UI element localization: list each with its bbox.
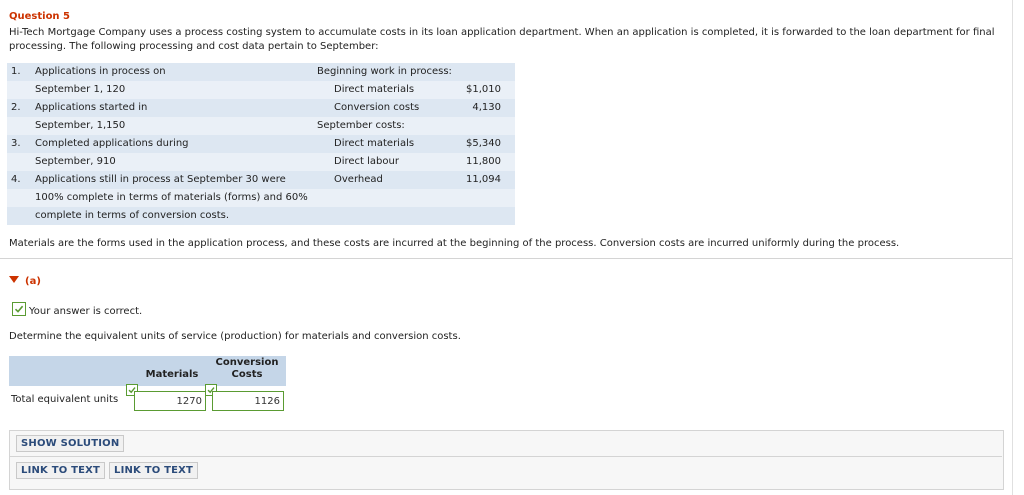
item-text: 100% complete in terms of materials (forms) and 60% [35, 192, 308, 203]
conversion-input[interactable]: 1126 [212, 391, 284, 411]
beginning-wip-header: Beginning work in process: [317, 66, 452, 77]
item-number: 4. [11, 174, 21, 185]
item-text: September, 910 [35, 156, 116, 167]
item-text: Applications still in process at September 30 were [35, 174, 286, 185]
link-to-text-button[interactable]: LINK TO TEXT [16, 462, 105, 479]
item-number: 3. [11, 138, 21, 149]
checkmark-icon [12, 302, 26, 316]
col-materials: Materials [145, 369, 199, 380]
cost-label: Direct materials [334, 84, 415, 95]
status-text: Your answer is correct. [29, 306, 143, 317]
right-edge [1012, 0, 1013, 495]
cost-label: Direct labour [334, 156, 399, 167]
part-a-prompt: Determine the equivalent units of service (production) for materials and conversion costs. [9, 331, 461, 342]
cost-value: $1,010 [466, 84, 501, 95]
show-solution-button[interactable]: SHOW SOLUTION [16, 435, 124, 452]
solution-panel [9, 430, 1004, 490]
row-label: Total equivalent units [11, 394, 119, 405]
cost-label: Overhead [334, 174, 383, 185]
part-a-label: (a) [25, 276, 41, 287]
caret-down-icon [9, 276, 19, 283]
answer-table-header [9, 356, 286, 386]
cost-value: 11,094 [466, 174, 501, 185]
cost-value: $5,340 [466, 138, 501, 149]
question-title: Question 5 [9, 11, 70, 22]
cost-value: 11,800 [466, 156, 501, 167]
link-to-text-button-2[interactable]: LINK TO TEXT [109, 462, 198, 479]
answer-status [12, 302, 142, 317]
data-table [7, 63, 515, 225]
question-text: Hi-Tech Mortgage Company uses a process costing system to accumulate costs in its loan application department. When an application is completed, it is forwarded to the loan department for final processing. The following processing and cost data pertain to September: [9, 27, 995, 52]
item-number: 1. [11, 66, 21, 77]
materials-input[interactable]: 1270 [134, 391, 206, 411]
cost-label: Conversion costs [334, 102, 420, 113]
solution-divider [9, 456, 1002, 457]
part-a-toggle[interactable] [9, 276, 41, 287]
cost-value: 4,130 [472, 102, 501, 113]
col-conversion-line1: Conversion [215, 357, 279, 368]
materials-note: Materials are the forms used in the application process, and these costs are incurred at the beginning of the process. Conversion costs are incurred uniformly during the process. [9, 238, 900, 249]
item-number: 2. [11, 102, 21, 113]
item-text: Applications in process on [35, 66, 166, 77]
item-text: Completed applications during [35, 138, 189, 149]
september-costs-header: September costs: [317, 120, 405, 131]
cost-label: Direct materials [334, 138, 415, 149]
item-text: September, 1,150 [35, 120, 126, 131]
item-text: complete in terms of conversion costs. [35, 210, 230, 221]
item-text: Applications started in [35, 102, 148, 113]
item-text: September 1, 120 [35, 84, 126, 95]
col-conversion-line2: Costs [231, 369, 263, 380]
